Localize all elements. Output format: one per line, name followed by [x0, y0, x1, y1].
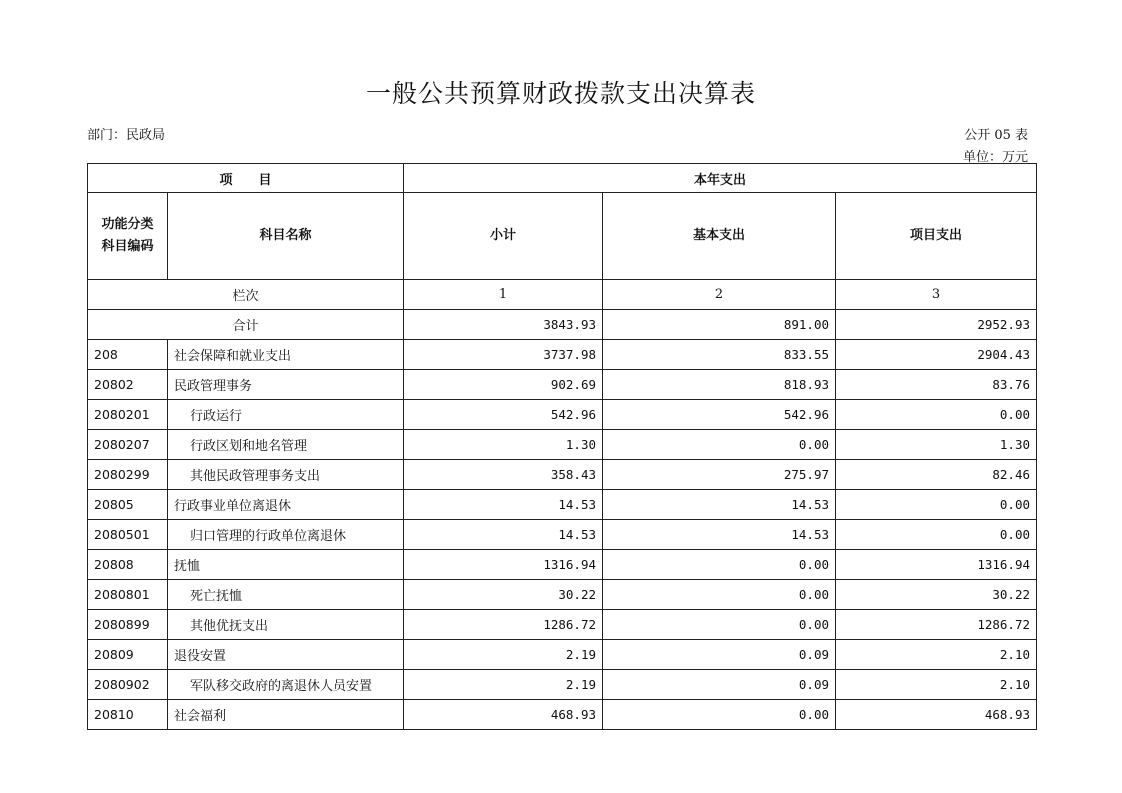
row-subtotal: 358.43	[404, 460, 603, 490]
table-row	[88, 610, 1037, 640]
table-row	[88, 670, 1037, 700]
header-code-line1: 功能分类	[101, 217, 154, 232]
row-name: 军队移交政府的离退休人员安置	[168, 670, 404, 700]
header-basic: 基本支出	[603, 193, 836, 280]
row-subtotal: 1286.72	[404, 610, 603, 640]
row-code: 20810	[88, 700, 168, 730]
table-row	[88, 700, 1037, 730]
row-basic: 14.53	[603, 490, 836, 520]
header-name: 科目名称	[168, 193, 404, 280]
table-row	[88, 640, 1037, 670]
row-name: 其他民政管理事务支出	[168, 460, 404, 490]
page-title: 一般公共预算财政拨款支出决算表	[365, 79, 756, 108]
header-row-2	[88, 193, 1037, 280]
row-project: 82.46	[836, 460, 1037, 490]
row-code: 2080299	[88, 460, 168, 490]
row-project: 2.10	[836, 640, 1037, 670]
row-name: 退役安置	[168, 640, 404, 670]
header-item: 项 目	[88, 164, 404, 193]
row-code: 20805	[88, 490, 168, 520]
total-label: 合计	[88, 310, 404, 340]
table-row	[88, 430, 1037, 460]
row-basic: 0.00	[603, 550, 836, 580]
row-project: 1316.94	[836, 550, 1037, 580]
row-project: 2904.43	[836, 340, 1037, 370]
header-code	[88, 193, 168, 280]
table-row	[88, 340, 1037, 370]
header-project: 项目支出	[836, 193, 1037, 280]
header-subtotal: 小计	[404, 193, 603, 280]
table-row	[88, 370, 1037, 400]
row-subtotal: 1316.94	[404, 550, 603, 580]
table-row	[88, 580, 1037, 610]
row-basic: 833.55	[603, 340, 836, 370]
row-code: 20809	[88, 640, 168, 670]
row-project: 0.00	[836, 520, 1037, 550]
column-index-row	[88, 280, 1037, 310]
row-project: 30.22	[836, 580, 1037, 610]
row-basic: 542.96	[603, 400, 836, 430]
header-current-year: 本年支出	[404, 164, 1037, 193]
department-label: 部门：民政局	[87, 128, 166, 143]
row-code: 2080501	[88, 520, 168, 550]
row-project: 0.00	[836, 490, 1037, 520]
row-code: 2080201	[88, 400, 168, 430]
row-code: 208	[88, 340, 168, 370]
table-row	[88, 550, 1037, 580]
row-basic: 14.53	[603, 520, 836, 550]
total-row	[88, 310, 1037, 340]
column-index-label: 栏次	[88, 280, 404, 310]
row-name: 行政区划和地名管理	[168, 430, 404, 460]
row-name: 死亡抚恤	[168, 580, 404, 610]
row-project: 1286.72	[836, 610, 1037, 640]
row-basic: 818.93	[603, 370, 836, 400]
header-code-line2: 科目编码	[101, 239, 154, 254]
total-project: 2952.93	[836, 310, 1037, 340]
row-name: 其他优抚支出	[168, 610, 404, 640]
total-basic: 891.00	[603, 310, 836, 340]
total-subtotal: 3843.93	[404, 310, 603, 340]
column-index-1: 1	[404, 280, 603, 310]
form-number: 公开 05 表	[964, 128, 1028, 143]
row-code: 20808	[88, 550, 168, 580]
header-row-1	[88, 164, 1037, 193]
row-project: 468.93	[836, 700, 1037, 730]
row-name: 行政运行	[168, 400, 404, 430]
row-code: 2080801	[88, 580, 168, 610]
row-subtotal: 468.93	[404, 700, 603, 730]
row-subtotal: 902.69	[404, 370, 603, 400]
row-code: 2080902	[88, 670, 168, 700]
row-basic: 0.00	[603, 610, 836, 640]
column-index-3: 3	[836, 280, 1037, 310]
row-name: 归口管理的行政单位离退休	[168, 520, 404, 550]
row-basic: 0.09	[603, 670, 836, 700]
row-subtotal: 30.22	[404, 580, 603, 610]
table-row	[88, 490, 1037, 520]
row-name: 社会保障和就业支出	[168, 340, 404, 370]
row-subtotal: 14.53	[404, 520, 603, 550]
row-code: 20802	[88, 370, 168, 400]
row-basic: 0.09	[603, 640, 836, 670]
expenditure-table	[87, 163, 1037, 730]
row-name: 民政管理事务	[168, 370, 404, 400]
row-basic: 0.00	[603, 700, 836, 730]
column-index-2: 2	[603, 280, 836, 310]
unit-label: 单位：万元	[962, 150, 1028, 165]
row-project: 2.10	[836, 670, 1037, 700]
row-name: 社会福利	[168, 700, 404, 730]
row-project: 0.00	[836, 400, 1037, 430]
row-project: 83.76	[836, 370, 1037, 400]
row-subtotal: 2.19	[404, 670, 603, 700]
row-subtotal: 1.30	[404, 430, 603, 460]
row-subtotal: 14.53	[404, 490, 603, 520]
row-subtotal: 2.19	[404, 640, 603, 670]
row-project: 1.30	[836, 430, 1037, 460]
row-basic: 275.97	[603, 460, 836, 490]
table-row	[88, 520, 1037, 550]
row-basic: 0.00	[603, 430, 836, 460]
row-code: 2080207	[88, 430, 168, 460]
row-subtotal: 3737.98	[404, 340, 603, 370]
row-code: 2080899	[88, 610, 168, 640]
row-subtotal: 542.96	[404, 400, 603, 430]
row-basic: 0.00	[603, 580, 836, 610]
row-name: 抚恤	[168, 550, 404, 580]
table-row	[88, 460, 1037, 490]
row-name: 行政事业单位离退休	[168, 490, 404, 520]
table-row	[88, 400, 1037, 430]
